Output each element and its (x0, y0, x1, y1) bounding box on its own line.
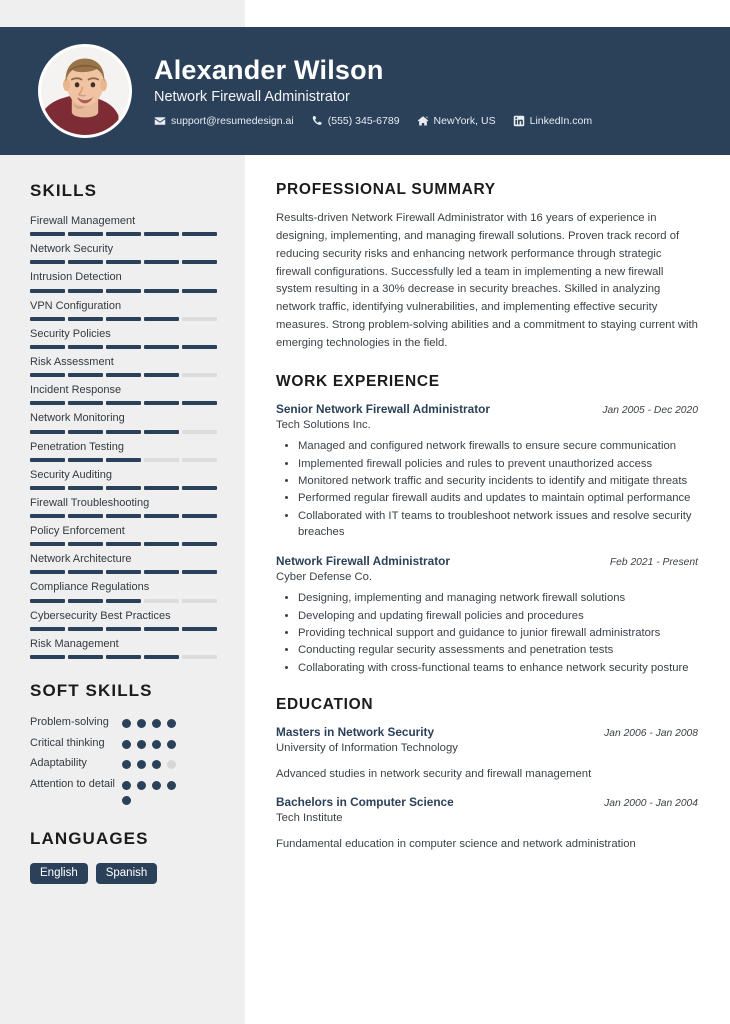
skill-bar-segment (182, 345, 217, 349)
skill-bar-segment (182, 627, 217, 631)
skill-bar-segment (144, 458, 179, 462)
education-entry (276, 795, 698, 852)
skill-bar-segment (68, 655, 103, 659)
skill-label: Network Architecture (30, 553, 132, 566)
skill-label: Security Policies (30, 327, 111, 340)
full-name: Alexander Wilson (154, 55, 384, 86)
header-text (154, 55, 592, 126)
education-list (276, 725, 698, 852)
bullet-item: • Providing technical support and guidance to junior firewall administrators (298, 625, 698, 641)
skill-bar-segment (182, 430, 217, 434)
skill-level-bar (30, 655, 217, 659)
skill-level-bar (30, 401, 217, 405)
skill-item (30, 215, 217, 236)
skill-bar-segment (106, 458, 141, 462)
skill-bar-segment (144, 317, 179, 321)
skill-level-bar (30, 289, 217, 293)
rating-dot (122, 740, 131, 749)
skill-level-bar (30, 542, 217, 546)
avatar (38, 44, 132, 138)
skill-label: Risk Management (30, 637, 119, 650)
skill-bar-segment (144, 289, 179, 293)
experience-date: Jan 2005 - Dec 2020 (602, 404, 698, 416)
skill-bar-segment (68, 289, 103, 293)
skill-bar-segment (144, 486, 179, 490)
skill-level-bar (30, 570, 217, 574)
rating-dot (167, 781, 176, 790)
skill-bar-segment (106, 570, 141, 574)
skill-bar-segment (68, 570, 103, 574)
skill-bar-segment (182, 570, 217, 574)
soft-skill-rating (122, 777, 186, 805)
language-tag[interactable]: Spanish (96, 863, 158, 885)
entry-header (276, 795, 698, 810)
skill-label: Firewall Management (30, 215, 136, 227)
skill-bar-segment (182, 260, 217, 264)
language-tag[interactable]: English (30, 863, 88, 885)
rating-dot (137, 719, 146, 728)
skill-bar-segment (30, 627, 65, 631)
skill-bar-segment (106, 430, 141, 434)
rating-dot (122, 719, 131, 728)
rating-dot (122, 781, 131, 790)
skill-level-bar (30, 486, 217, 490)
resume-header (0, 27, 730, 155)
rating-dot (152, 740, 161, 749)
contact-linkedin-text: LinkedIn.com (529, 114, 593, 127)
contact-email-text: support@resumedesign.ai (171, 114, 294, 127)
contact-list (154, 115, 592, 127)
entry-header (276, 554, 698, 569)
education-heading: EDUCATION (276, 696, 374, 714)
languages-list (30, 863, 217, 885)
skill-bar-segment (68, 458, 103, 462)
skill-bar-segment (182, 373, 217, 377)
skills-list (30, 215, 217, 659)
experience-title: Senior Network Firewall Administrator (276, 401, 490, 416)
contact-location-text: NewYork, US (433, 114, 496, 127)
skill-item (30, 243, 217, 264)
education-description: Fundamental education in computer science and network administration (276, 837, 636, 850)
education-description: Advanced studies in network security and firewall management (276, 767, 592, 780)
experience-bullets (276, 438, 698, 540)
skill-level-bar (30, 317, 217, 321)
bullet-item: • Monitored network traffic and security incidents to identify and mitigate threats (298, 473, 698, 489)
skill-level-bar (30, 627, 217, 631)
bullet-item: • Performed regular firewall audits and updates to maintain optimal performance (298, 490, 698, 506)
experience-entry (276, 402, 698, 541)
skill-bar-segment (144, 430, 179, 434)
skill-bar-segment (30, 232, 65, 236)
skill-item (30, 581, 217, 602)
skill-bar-segment (144, 373, 179, 377)
skill-item (30, 469, 217, 490)
skill-bar-segment (68, 232, 103, 236)
education-date: Jan 2000 - Jan 2004 (604, 797, 698, 809)
experience-heading: WORK EXPERIENCE (276, 372, 440, 390)
skill-item (30, 384, 217, 405)
bullet-item: • Conducting regular security assessments and penetration tests (298, 642, 698, 658)
skill-label: Risk Assessment (30, 355, 114, 368)
education-school: University of Information Technology (276, 742, 458, 755)
experience-list (276, 402, 698, 676)
skill-level-bar (30, 458, 217, 462)
skill-bar-segment (106, 486, 141, 490)
rating-dot (137, 740, 146, 749)
rating-dot (167, 740, 176, 749)
skill-bar-segment (144, 542, 179, 546)
skills-heading: SKILLS (30, 181, 98, 200)
skill-bar-segment (182, 514, 217, 518)
skill-level-bar (30, 514, 217, 518)
skill-bar-segment (106, 289, 141, 293)
bullet-item: • Collaborating with cross-functional teams to enhance network security posture (298, 660, 698, 676)
skill-bar-segment (30, 260, 65, 264)
skill-item (30, 271, 217, 292)
skill-label: Compliance Regulations (30, 581, 150, 594)
skill-bar-segment (30, 599, 65, 603)
education-degree: Bachelors in Computer Science (276, 794, 454, 809)
skill-bar-segment (68, 260, 103, 264)
home-icon (417, 115, 429, 127)
experience-section (276, 373, 698, 676)
soft-skill-rating (122, 736, 186, 749)
skill-bar-segment (68, 317, 103, 321)
skill-bar-segment (106, 373, 141, 377)
skill-bar-segment (144, 514, 179, 518)
soft-skill-item (30, 777, 217, 805)
rating-dot (152, 781, 161, 790)
main-content (245, 155, 730, 852)
soft-skill-label: Adaptability (30, 757, 87, 770)
skill-bar-segment (30, 570, 65, 574)
summary-text: Results-driven Network Firewall Administrator with 16 years of experience in designing, implementing, and managing firewall solutions. Proven track record of reducing security risks and enhancing network performance through strategic firewall configurations. Successfully led a team in implementing a new firewall system resulting in a 30% decrease in security breaches. Skilled in analyzing network traffic, identifying vulnerabilities, and implementing effective security measures. Strong problem-solving abilities and a commitment to staying current with emerging technologies in the field. (276, 212, 698, 349)
skill-level-bar (30, 232, 217, 236)
soft-skill-item (30, 736, 217, 751)
rating-dot (122, 760, 131, 769)
soft-skills-heading: SOFT SKILLS (30, 681, 153, 700)
rating-dot (167, 719, 176, 728)
skill-level-bar (30, 345, 217, 349)
skill-bar-segment (30, 486, 65, 490)
skill-level-bar (30, 260, 217, 264)
education-date: Jan 2006 - Jan 2008 (604, 728, 698, 740)
skill-bar-segment (106, 260, 141, 264)
skill-bar-segment (30, 289, 65, 293)
experience-bullets (276, 590, 698, 676)
skill-label: VPN Configuration (30, 299, 122, 312)
skill-bar-segment (144, 345, 179, 349)
skill-item (30, 328, 217, 349)
skill-bar-segment (144, 599, 179, 603)
skill-label: Incident Response (30, 384, 122, 397)
bullet-item: • Designing, implementing and managing network firewall solutions (298, 590, 698, 606)
skill-bar-segment (30, 373, 65, 377)
languages-heading: LANGUAGES (30, 828, 149, 848)
skill-label: Firewall Troubleshooting (30, 496, 150, 509)
rating-dot (137, 760, 146, 769)
skill-bar-segment (68, 345, 103, 349)
skill-bar-segment (144, 401, 179, 405)
soft-skill-label: Attention to detail (30, 777, 116, 790)
skill-bar-segment (68, 401, 103, 405)
skill-bar-segment (182, 289, 217, 293)
skill-bar-segment (68, 627, 103, 631)
soft-skill-label: Critical thinking (30, 736, 105, 749)
skill-bar-segment (30, 345, 65, 349)
skill-item (30, 638, 217, 659)
skill-bar-segment (182, 458, 217, 462)
skill-bar-segment (68, 542, 103, 546)
skill-item (30, 441, 217, 462)
soft-skill-label: Problem-solving (30, 716, 109, 728)
experience-company: Tech Solutions Inc. (276, 419, 371, 432)
summary-section (276, 181, 698, 353)
skill-label: Policy Enforcement (30, 525, 125, 538)
contact-phone[interactable] (311, 115, 400, 127)
skill-bar-segment (182, 599, 217, 603)
skill-bar-segment (30, 317, 65, 321)
skill-bar-segment (68, 599, 103, 603)
skill-bar-segment (144, 627, 179, 631)
avatar-photo (41, 47, 129, 135)
bullet-item: • Managed and configured network firewalls to ensure secure communication (298, 438, 698, 454)
skill-item (30, 525, 217, 546)
skill-bar-segment (106, 401, 141, 405)
skill-bar-segment (106, 232, 141, 236)
contact-linkedin[interactable] (513, 115, 592, 127)
bullet-item: • Implemented firewall policies and rules to prevent unauthorized access (298, 456, 698, 472)
skill-bar-segment (106, 317, 141, 321)
skill-bar-segment (182, 486, 217, 490)
skill-bar-segment (144, 570, 179, 574)
skill-bar-segment (182, 655, 217, 659)
linkedin-icon (513, 115, 525, 127)
summary-heading: PROFESSIONAL SUMMARY (276, 181, 496, 198)
skill-item (30, 412, 217, 433)
skill-bar-segment (106, 599, 141, 603)
skill-item (30, 300, 217, 321)
skill-bar-segment (182, 232, 217, 236)
skill-bar-segment (68, 486, 103, 490)
contact-email[interactable] (154, 115, 294, 127)
skill-bar-segment (144, 260, 179, 264)
skill-bar-segment (182, 542, 217, 546)
skill-bar-segment (68, 373, 103, 377)
rating-dot (152, 760, 161, 769)
envelope-icon (154, 115, 166, 127)
skill-label: Network Security (30, 243, 114, 256)
skill-item (30, 356, 217, 377)
education-degree: Masters in Network Security (276, 725, 435, 740)
contact-location[interactable] (417, 115, 496, 127)
experience-company: Cyber Defense Co. (276, 570, 373, 583)
experience-date: Feb 2021 - Present (609, 556, 698, 568)
skill-bar-segment (68, 514, 103, 518)
bullet-item: • Collaborated with IT teams to troubleshoot network issues and resolve security breaches (298, 508, 698, 541)
skill-level-bar (30, 430, 217, 434)
skill-bar-segment (30, 430, 65, 434)
skill-item (30, 497, 217, 518)
bullet-item: • Developing and updating firewall policies and procedures (298, 608, 698, 624)
skill-bar-segment (106, 514, 141, 518)
skill-bar-segment (68, 430, 103, 434)
skill-level-bar (30, 599, 217, 603)
soft-skill-rating (122, 756, 186, 769)
entry-header (276, 402, 698, 417)
education-school: Tech Institute (276, 812, 343, 825)
rating-dot (152, 719, 161, 728)
skill-bar-segment (30, 401, 65, 405)
job-role: Network Firewall Administrator (154, 88, 350, 105)
soft-skill-rating (122, 715, 186, 728)
rating-dot (137, 781, 146, 790)
education-section (276, 696, 698, 852)
skill-item (30, 553, 217, 574)
soft-skills-list (30, 715, 217, 805)
soft-skill-item (30, 715, 217, 730)
skill-label: Cybersecurity Best Practices (30, 609, 171, 622)
skill-bar-segment (106, 345, 141, 349)
skill-bar-segment (144, 655, 179, 659)
soft-skill-item (30, 756, 217, 771)
skill-level-bar (30, 373, 217, 377)
skill-bar-segment (182, 317, 217, 321)
experience-entry (276, 554, 698, 676)
rating-dot (122, 796, 131, 805)
phone-icon (311, 115, 323, 127)
skill-label: Network Monitoring (30, 412, 125, 425)
experience-title: Network Firewall Administrator (276, 553, 450, 568)
education-entry (276, 725, 698, 782)
skill-bar-segment (30, 458, 65, 462)
skill-bar-segment (106, 627, 141, 631)
rating-dot (167, 760, 176, 769)
contact-phone-text: (555) 345-6789 (327, 114, 400, 127)
skill-label: Penetration Testing (30, 440, 124, 453)
skill-label: Intrusion Detection (30, 271, 122, 284)
skill-bar-segment (30, 655, 65, 659)
entry-header (276, 725, 698, 740)
sidebar (0, 155, 245, 884)
skill-bar-segment (106, 655, 141, 659)
skill-bar-segment (182, 401, 217, 405)
skill-item (30, 610, 217, 631)
skill-bar-segment (30, 542, 65, 546)
skill-bar-segment (30, 514, 65, 518)
skill-label: Security Auditing (30, 468, 112, 481)
skill-bar-segment (144, 232, 179, 236)
skill-bar-segment (106, 542, 141, 546)
